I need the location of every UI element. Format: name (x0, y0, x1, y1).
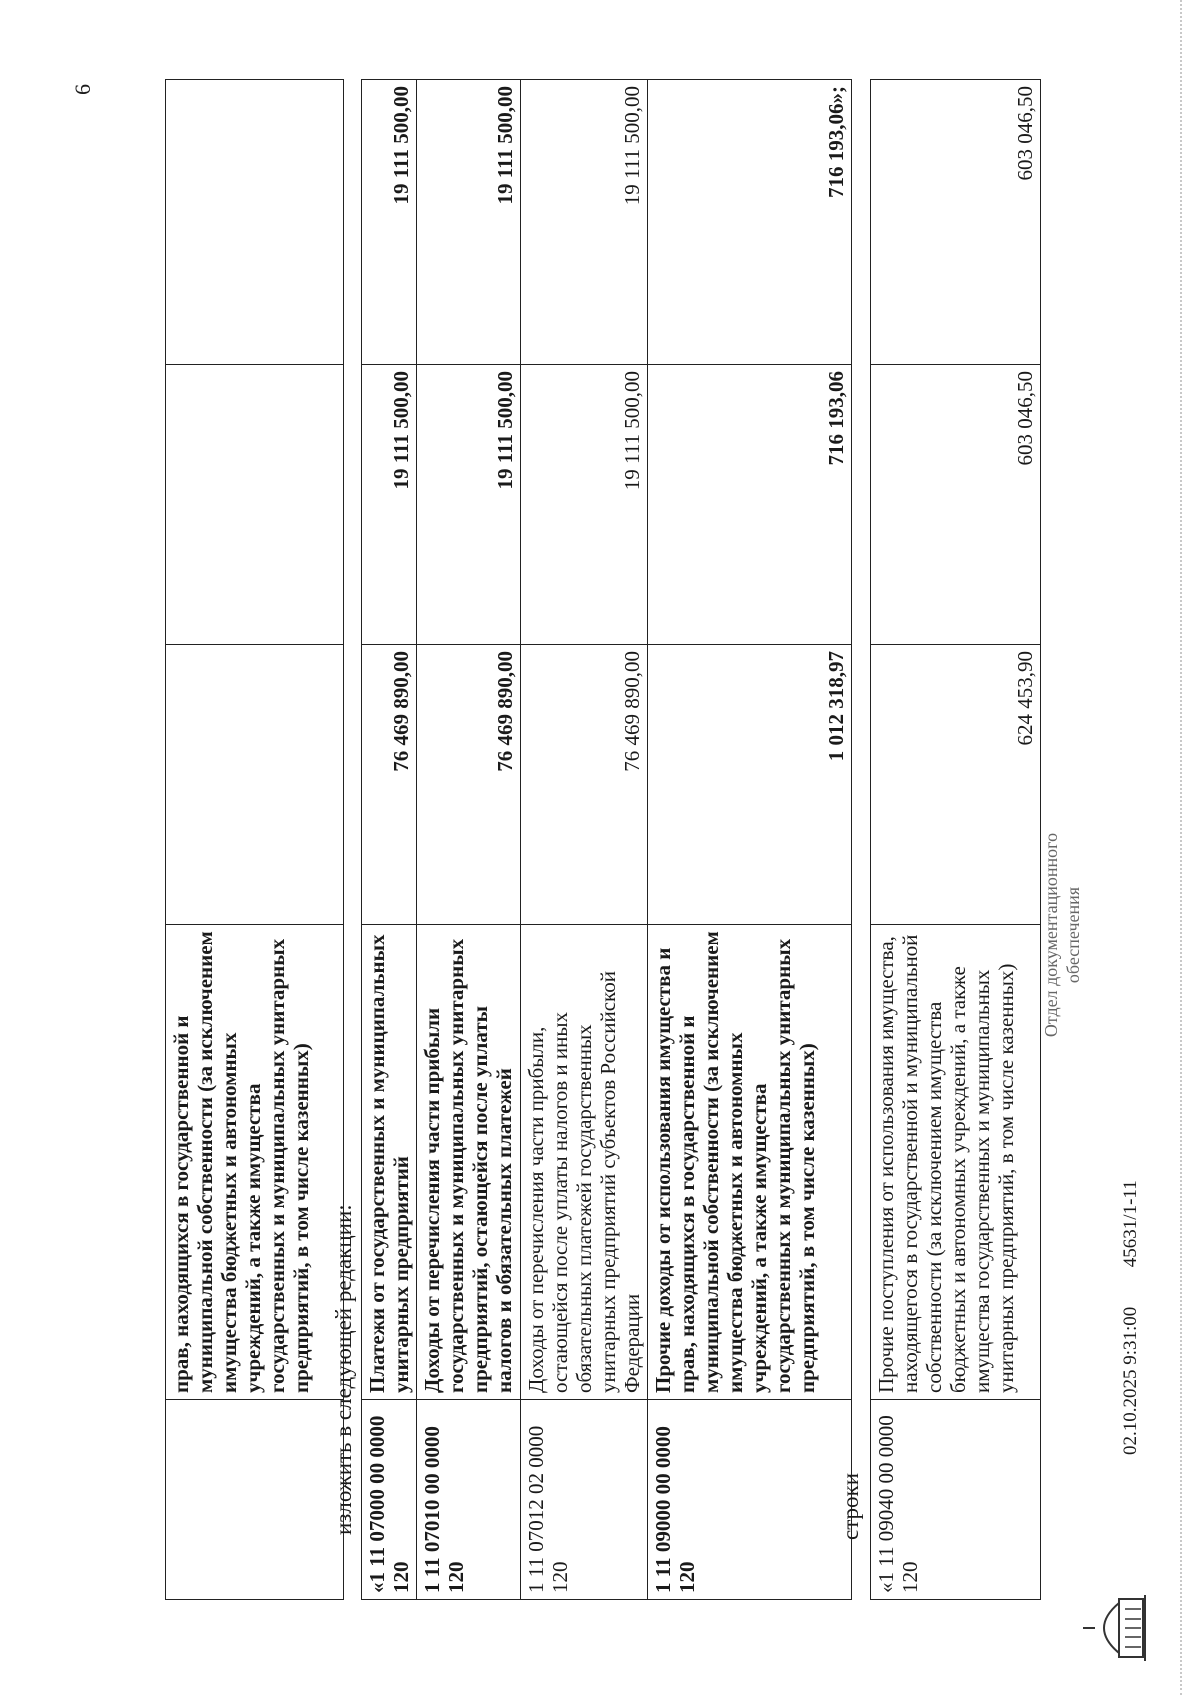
value-cell (166, 80, 344, 365)
table-main (361, 79, 852, 1600)
value-cell (166, 645, 344, 925)
table-row (871, 80, 1041, 1600)
table-row (362, 80, 417, 1600)
stamp-line: Отдел документационного (1041, 832, 1061, 1038)
code-cell: 1 11 09000 00 0000 120 (648, 1400, 852, 1600)
stamp-line: обеспечения (1063, 886, 1083, 984)
code-cell: «1 11 09040 00 0000 120 (871, 1400, 1041, 1600)
table-row (648, 80, 852, 1600)
value-cell: 19 111 500,00 (362, 365, 417, 645)
footer-timestamp (1120, 1180, 1142, 1455)
value-cell (166, 365, 344, 645)
footer-date: 02.10.2025 9:31:00 (1120, 1306, 1141, 1455)
department-stamp (1040, 785, 1084, 1085)
table-row (166, 80, 344, 1600)
name-cell: Платежи от государственных и муниципальных унитарных предприятий (362, 925, 417, 1400)
value-cell: 716 193,06»; (648, 80, 852, 365)
value-cell: 76 469 890,00 (417, 645, 521, 925)
code-cell: 1 11 07010 00 0000 120 (417, 1400, 521, 1600)
name-cell: прав, находящихся в государственной и муниципальной собственности (за исключением имущества бюджетных и автономных учреждений, а также имущества государственных и муниципальных унитарных предприятий, в том числе казенных) (166, 925, 344, 1400)
value-cell: 19 111 500,00 (417, 365, 521, 645)
name-cell: Доходы от перечисления части прибыли, остающейся после уплаты налогов и иных обязательных платежей государственных унитарных предприятий субъектов Российской Федерации (521, 925, 648, 1400)
caption-rows: строки (838, 1472, 863, 1540)
value-cell: 624 453,90 (871, 645, 1041, 925)
value-cell: 19 111 500,00 (417, 80, 521, 365)
duma-emblem-icon (1075, 1589, 1153, 1667)
table-bottom (870, 79, 1041, 1600)
code-cell (166, 1400, 344, 1600)
table-row (417, 80, 521, 1600)
name-cell: Доходы от перечисления части прибыли государственных и муниципальных унитарных предприятий, остающейся после уплаты налогов и обязательных платежей (417, 925, 521, 1400)
value-cell: 19 111 500,00 (521, 80, 648, 365)
table-continuation (165, 79, 344, 1600)
name-cell: Прочие доходы от использования имущества и прав, находящихся в государственной и муниципальной собственности (за исключением имущества бюджетных и автономных учреждений, а также имущества государственных и муниципальных унитарных предприятий, в том числе казенных) (648, 925, 852, 1400)
value-cell: 76 469 890,00 (521, 645, 648, 925)
value-cell: 76 469 890,00 (362, 645, 417, 925)
value-cell: 19 111 500,00 (362, 80, 417, 365)
code-cell: «1 11 07000 00 0000 120 (362, 1400, 417, 1600)
value-cell: 603 046,50 (871, 365, 1041, 645)
value-cell: 19 111 500,00 (521, 365, 648, 645)
code-cell: 1 11 07012 02 0000 120 (521, 1400, 648, 1600)
caption-edit: изложить в следующей редакции: (331, 1204, 356, 1535)
footer-doc-id: 45631/1-11 (1120, 1180, 1141, 1268)
value-cell: 716 193,06 (648, 365, 852, 645)
page-number: 6 (70, 84, 95, 95)
value-cell: 603 046,50 (871, 80, 1041, 365)
name-cell: Прочие поступления от использования имущества, находящегося в государственной и муниципальной собственности (за исключением имущества бюджетных и автономных учреждений, а также имущества государственных и муниципальных унитарных предприятий, в том числе казенных) (871, 925, 1041, 1400)
table-row (521, 80, 648, 1600)
value-cell: 1 012 318,97 (648, 645, 852, 925)
scan-edge-artifact (1180, 0, 1188, 1695)
